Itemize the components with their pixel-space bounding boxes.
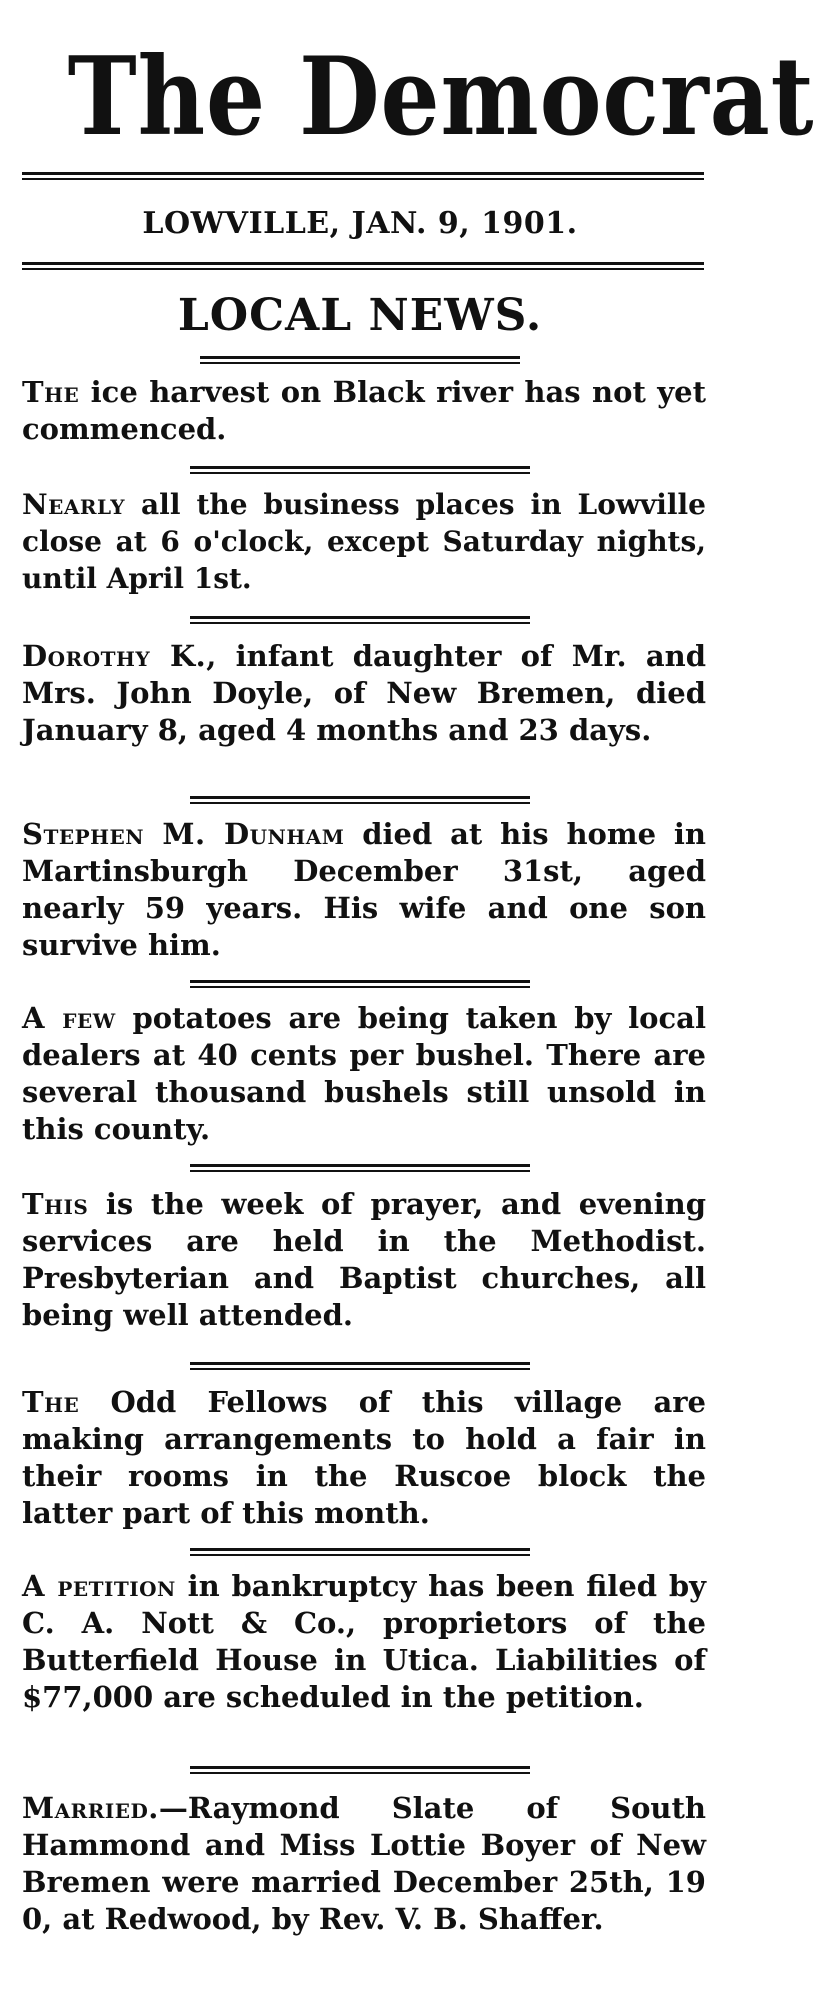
dateline-rule-bottom	[22, 268, 704, 270]
item-divider	[190, 1362, 530, 1370]
news-item-lead: Stephen M. Dunham	[22, 817, 345, 851]
news-item	[22, 1186, 706, 1334]
news-item-lead: A petition	[22, 1569, 176, 1603]
news-item-text: is the week of prayer, and evening services are held in the Methodist. Presbyterian and Baptist churches, all being well attended.	[22, 1187, 706, 1332]
news-item-text: , infant daughter of Mr. and Mrs. John Doyle, of New Bremen, died January 8, aged 4 months and 23 days.	[22, 639, 706, 747]
news-item-lead: This	[22, 1187, 89, 1221]
news-item	[22, 486, 706, 597]
news-item-lead: The	[22, 1385, 80, 1419]
item-divider	[190, 616, 530, 624]
news-item-text: in bankruptcy has been filed by C. A. Nott & Co., proprietors of the Butterfield House in Utica. Liabilities of $77,000 are scheduled in the petition.	[22, 1569, 706, 1714]
section-title: LOCAL NEWS.	[177, 290, 543, 341]
news-item-text: ice harvest on Black river has not yet commenced.	[22, 375, 706, 446]
item-divider	[190, 796, 530, 804]
news-item-text: died at his home in Martinsburgh December 31st, aged nearly 59 years. His wife and one son survive him.	[22, 817, 706, 962]
item-divider	[190, 1766, 530, 1774]
masthead-rule-bottom	[22, 178, 704, 180]
news-item-lead: Nearly	[22, 488, 126, 521]
dateline-rule-top	[22, 262, 704, 265]
news-item-lead: Dorothy K.	[22, 639, 207, 673]
news-item-text: potatoes are being taken by local dealers at 40 cents per bushel. There are several thousand bushels still unsold in this county.	[22, 1001, 706, 1146]
item-divider	[190, 1164, 530, 1172]
news-item	[22, 1568, 706, 1716]
item-divider	[190, 1548, 530, 1556]
news-item	[22, 1790, 706, 1938]
news-item-lead: A few	[22, 1001, 116, 1035]
item-divider	[190, 466, 530, 474]
news-item-text: all the business places in Lowville close at 6 o'clock, except Saturday nights, until April 1st.	[22, 488, 706, 595]
masthead-rule-top	[22, 172, 704, 175]
item-divider	[190, 980, 530, 988]
news-item	[22, 638, 706, 749]
news-item-lead: The	[22, 375, 80, 409]
news-item-text: —Raymond Slate of South Hammond and Miss Lottie Boyer of New Bremen were married December 25th, 19 0, at Redwood, by Rev. V. B. Shaffer.	[22, 1791, 706, 1936]
dateline: LOWVILLE, JAN. 9, 1901.	[142, 206, 578, 241]
masthead: The Democrat	[67, 34, 814, 160]
news-item	[22, 816, 706, 964]
news-item	[22, 1384, 706, 1532]
section-divider	[200, 356, 520, 364]
news-item	[22, 1000, 706, 1148]
news-item-text: Odd Fellows of this village are making arrangements to hold a fair in their rooms in the Ruscoe block the latter part of this month.	[22, 1385, 706, 1530]
news-item-lead: Married.	[22, 1791, 159, 1825]
news-item	[22, 374, 706, 448]
